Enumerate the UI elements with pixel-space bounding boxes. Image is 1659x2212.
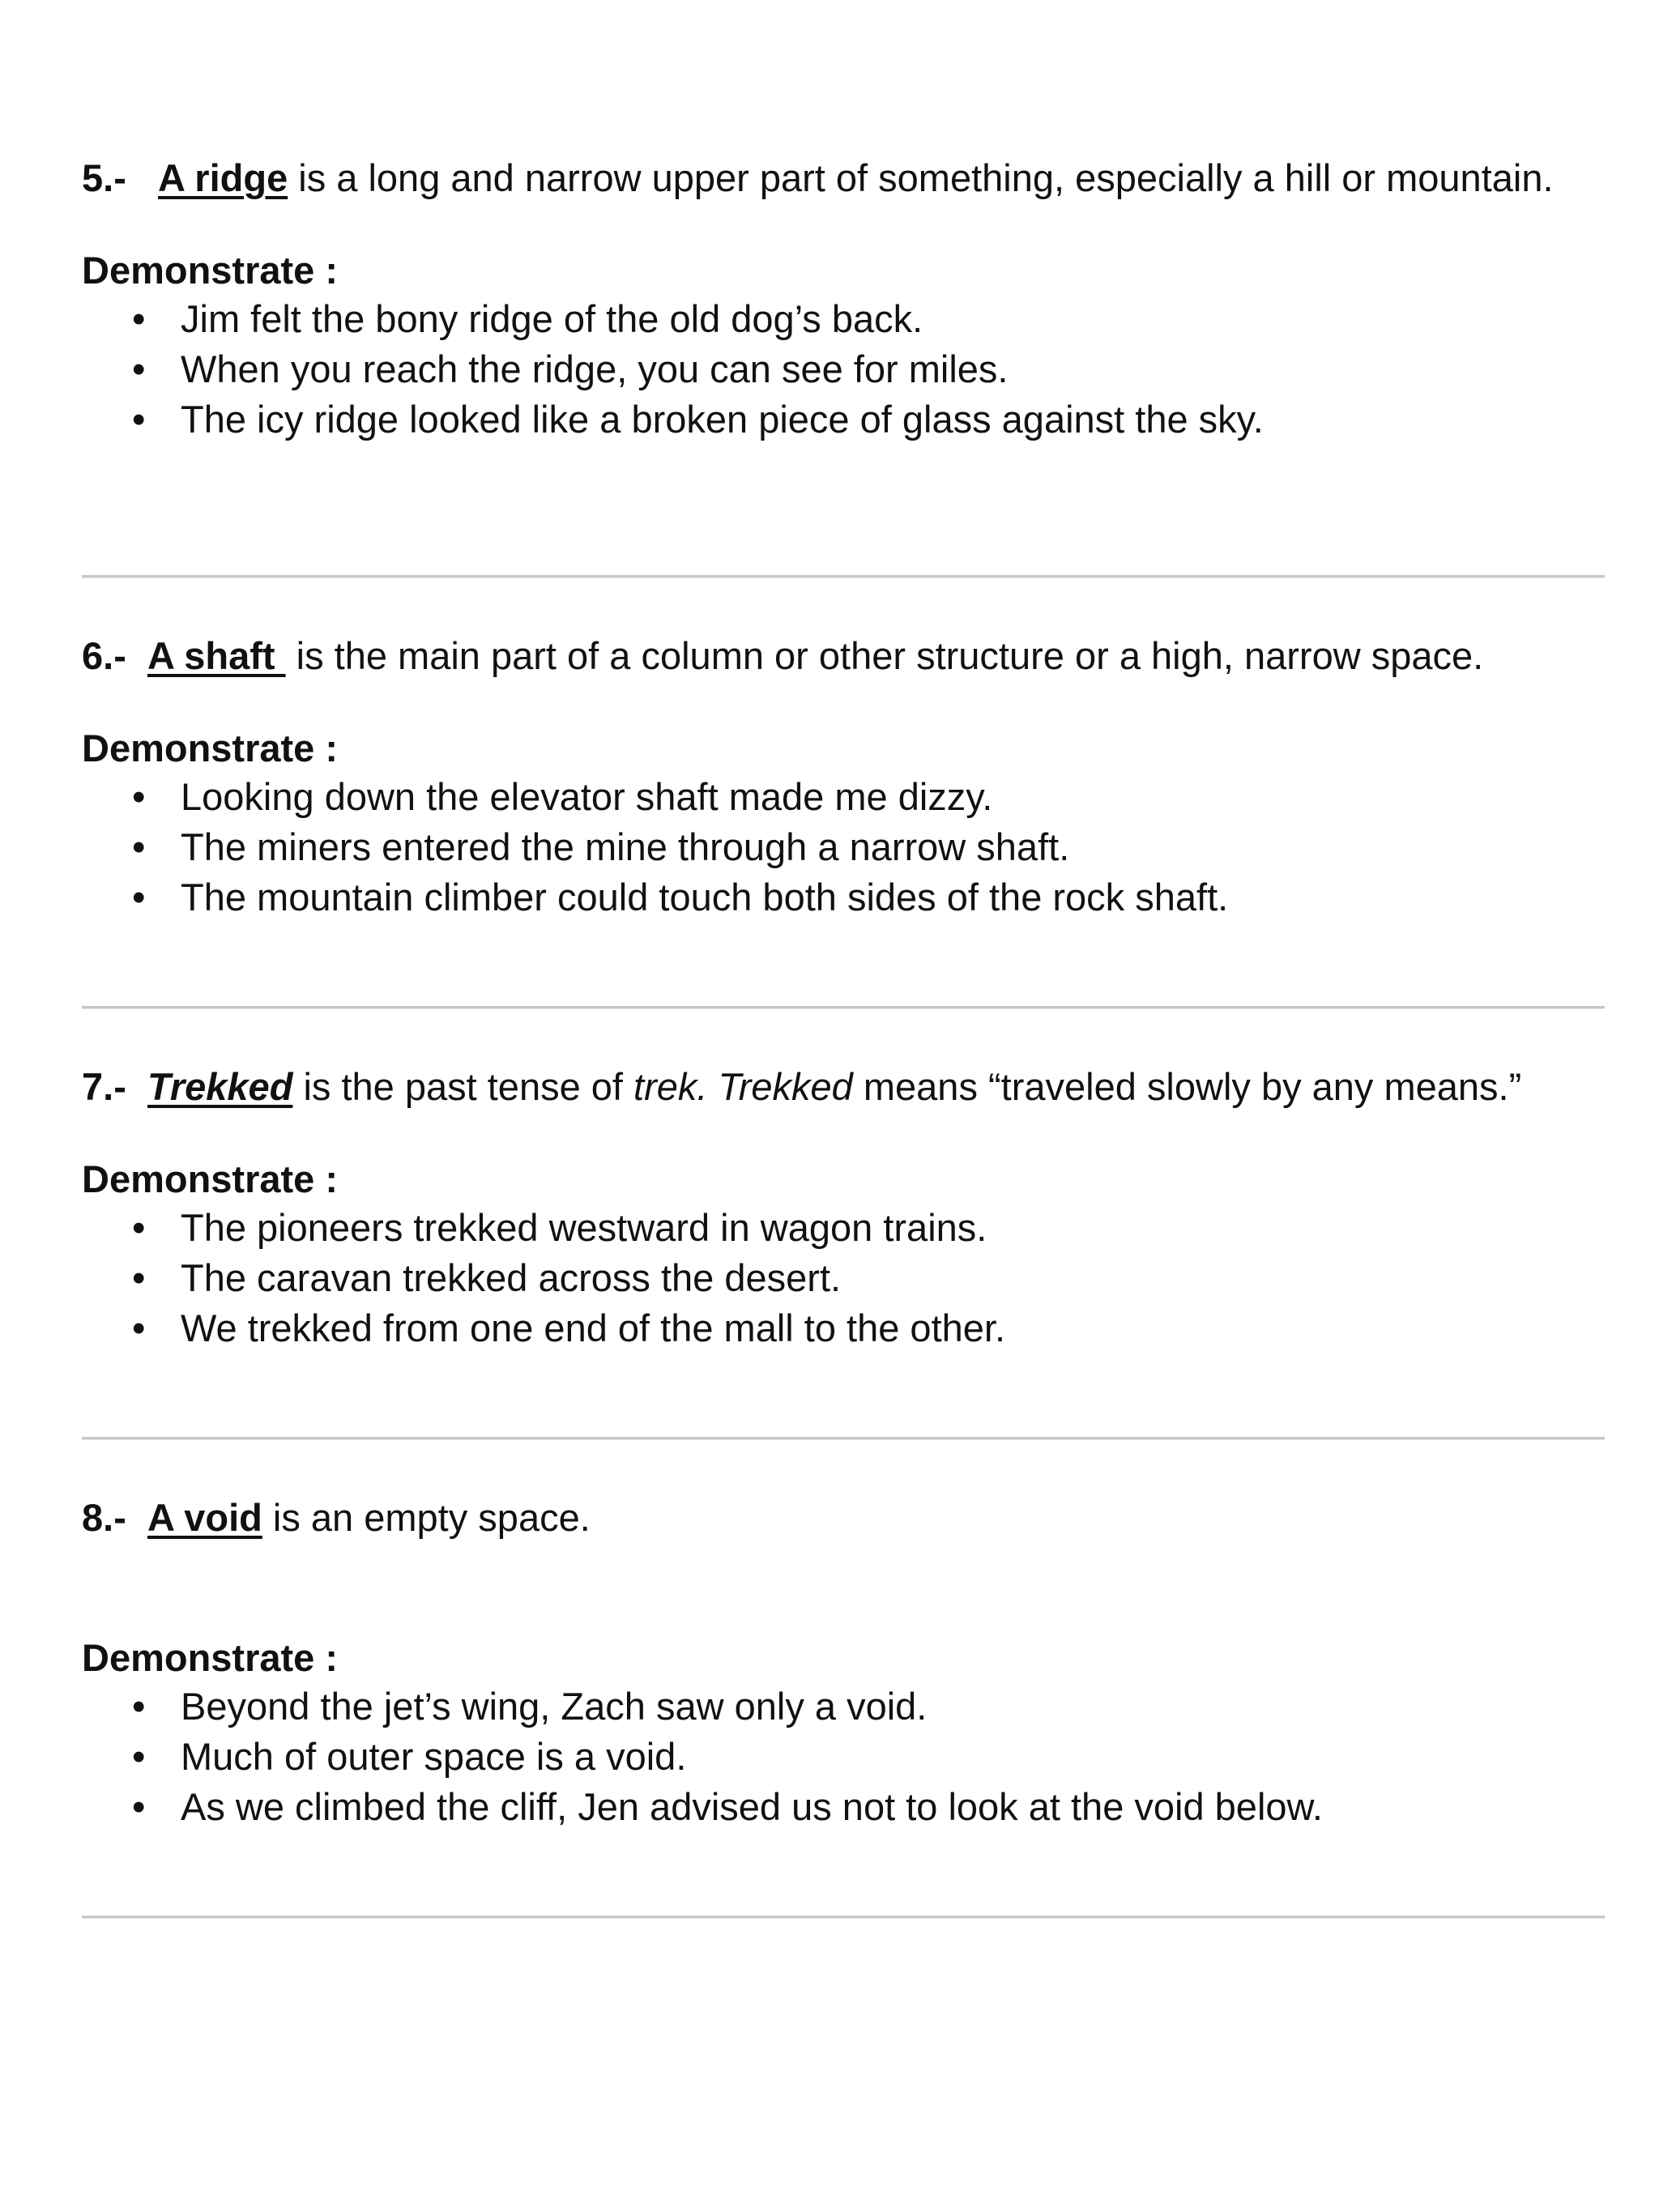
example-text: The miners entered the mine through a narrow shaft. (181, 825, 1070, 868)
example-text: As we climbed the cliff, Jen advised us not to look at the void below. (181, 1785, 1323, 1828)
bullet-icon: • (132, 398, 146, 441)
definition-void (82, 1494, 1605, 1541)
section-divider (82, 1006, 1605, 1009)
example-item (82, 1732, 1605, 1782)
bullet-icon: • (132, 1785, 146, 1828)
vocab-entry-shaft (82, 632, 1605, 923)
bullet-icon: • (132, 1206, 146, 1249)
definition-text: is the past tense of (292, 1065, 634, 1108)
vocab-entry-void (82, 1494, 1605, 1832)
example-list (82, 772, 1605, 923)
definition-text: is an empty space. (262, 1496, 591, 1539)
entry-number: 6.- (82, 634, 126, 677)
example-text: The pioneers trekked westward in wagon trains. (181, 1206, 987, 1249)
bullet-icon: • (132, 1256, 146, 1299)
definition-text: means “traveled slowly by any means.” (852, 1065, 1522, 1108)
example-text: We trekked from one end of the mall to the other. (181, 1306, 1006, 1349)
example-list (82, 1203, 1605, 1353)
example-list (82, 294, 1605, 445)
bullet-icon: • (132, 297, 146, 340)
bullet-icon: • (132, 1306, 146, 1349)
vocab-entry-ridge (82, 154, 1605, 445)
bullet-icon: • (132, 775, 146, 818)
definition-trekked (82, 1063, 1605, 1110)
example-item (82, 294, 1605, 344)
example-item (82, 1681, 1605, 1732)
vocab-entry-trekked (82, 1063, 1605, 1353)
example-item (82, 872, 1605, 923)
definition-italic-text: trek. Trekked (633, 1065, 853, 1108)
bullet-icon: • (132, 1735, 146, 1778)
example-item (82, 394, 1605, 445)
section-divider (82, 1916, 1605, 1919)
entry-number: 8.- (82, 1496, 126, 1539)
example-text: Beyond the jet’s wing, Zach saw only a void. (181, 1685, 928, 1728)
demonstrate-label: Demonstrate : (82, 1636, 339, 1679)
definition-text: is the main part of a column or other structure or a high, narrow space. (285, 634, 1484, 677)
demonstrate-label: Demonstrate : (82, 1157, 339, 1200)
example-item (82, 1782, 1605, 1832)
example-text: Jim felt the bony ridge of the old dog’s back. (181, 297, 923, 340)
demonstrate-label: Demonstrate : (82, 249, 339, 292)
entry-number: 7.- (82, 1065, 126, 1108)
bullet-icon: • (132, 876, 146, 918)
example-text: The caravan trekked across the desert. (181, 1256, 842, 1299)
example-list (82, 1681, 1605, 1832)
example-item (82, 822, 1605, 872)
vocab-term: A ridge (158, 156, 288, 199)
example-item (82, 1253, 1605, 1303)
example-text: Much of outer space is a void. (181, 1735, 687, 1778)
bullet-icon: • (132, 1685, 146, 1728)
example-text: The mountain climber could touch both sides of the rock shaft. (181, 876, 1229, 918)
bullet-icon: • (132, 347, 146, 390)
section-divider (82, 575, 1605, 578)
vocab-term: Trekked (147, 1065, 293, 1108)
bullet-icon: • (132, 825, 146, 868)
entry-number: 5.- (82, 156, 126, 199)
vocab-term: A void (147, 1496, 262, 1539)
example-item (82, 1203, 1605, 1253)
example-item (82, 344, 1605, 394)
example-item (82, 1303, 1605, 1353)
example-text: When you reach the ridge, you can see for miles. (181, 347, 1009, 390)
vocab-term: A shaft (147, 634, 286, 677)
example-text: Looking down the elevator shaft made me dizzy. (181, 775, 993, 818)
definition-ridge (82, 154, 1605, 202)
example-text: The icy ridge looked like a broken piece of glass against the sky. (181, 398, 1264, 441)
section-divider (82, 1437, 1605, 1440)
demonstrate-label: Demonstrate : (82, 727, 339, 769)
example-item (82, 772, 1605, 822)
definition-shaft (82, 632, 1605, 680)
definition-text: is a long and narrow upper part of something, especially a hill or mountain. (288, 156, 1554, 199)
